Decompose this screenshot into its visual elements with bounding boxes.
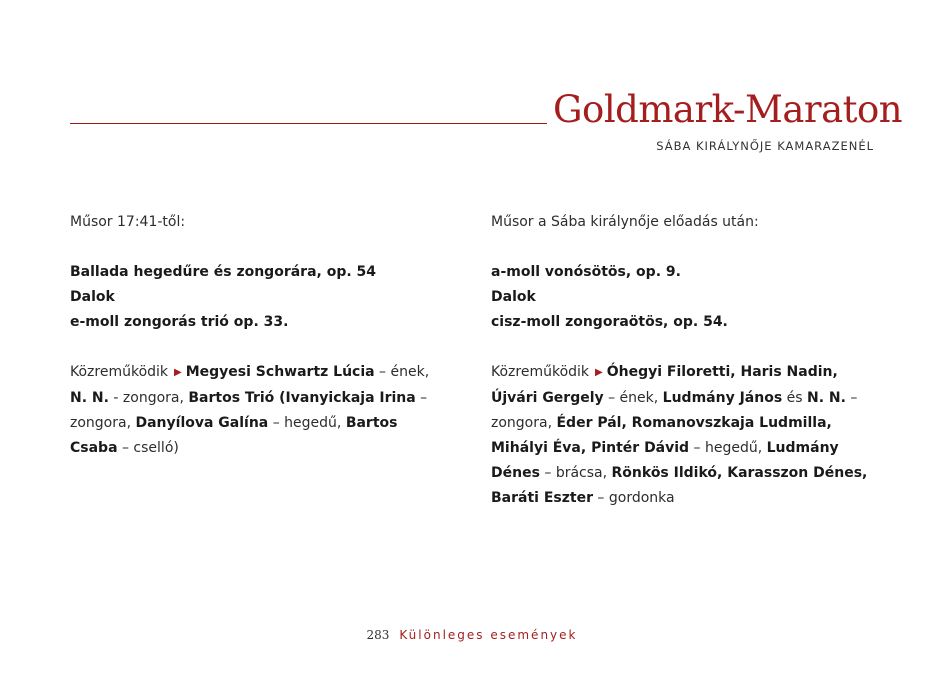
page-footer	[0, 628, 944, 642]
performer-role: – hegedű,	[689, 440, 767, 456]
performers-label: Közreműködik	[491, 364, 590, 380]
work-item: cisz-moll zongoraötös, op. 54.	[491, 314, 728, 330]
triangle-right-icon: ▶	[174, 367, 182, 378]
performer-name: Danyílova Galína	[135, 415, 269, 431]
work-item: a-moll vonósötös, op. 9.	[491, 264, 681, 280]
work-item: Ballada hegedűre és zongorára, op. 54	[70, 264, 377, 280]
performer-name: Éder Pál, Romanovszkaja Ludmilla, Mihályi Éva, Pintér Dávid	[491, 415, 832, 456]
performer-role: – gordonka	[592, 490, 675, 506]
performer-role: és	[782, 390, 807, 406]
page-title: Goldmark-Maraton	[553, 88, 903, 131]
performers-paragraph	[70, 360, 430, 461]
performer-name: Bartos Trió (Ivanyickaja Irina	[188, 390, 416, 406]
work-item: Dalok	[491, 289, 536, 305]
performer-name: Ludmány János	[662, 390, 783, 406]
work-item: e-moll zongorás trió op. 33.	[70, 314, 289, 330]
page-subtitle: SÁBA KIRÁLYNŐJE KAMARAZENÉL	[656, 139, 874, 153]
performer-role: – ének,	[603, 390, 663, 406]
performer-name: Rönkös Ildikó, Karasszon Dénes, Baráti Eszter	[491, 465, 868, 506]
performers-label: Közreműködik	[70, 364, 169, 380]
performer-role: - zongora,	[108, 390, 189, 406]
program-intro: Műsor 17:41-től:	[70, 214, 186, 230]
performer-role: – zongora,	[70, 390, 428, 431]
performer-role: – hegedű,	[268, 415, 346, 431]
title-rule	[70, 123, 547, 124]
program-intro: Műsor a Sába királynője előadás után:	[491, 214, 759, 230]
performer-name: N. N.	[806, 390, 846, 406]
performer-role: – cselló)	[117, 440, 179, 456]
performer-name: Bartos Csaba	[70, 415, 398, 456]
performer-role: – ének,	[374, 364, 430, 380]
performer-role: – brácsa,	[539, 465, 612, 481]
performer-role: – zongora,	[491, 390, 858, 431]
left-column	[70, 210, 430, 461]
performer-name: N. N.	[70, 390, 109, 406]
page-number: 283	[366, 628, 390, 642]
triangle-right-icon: ▶	[595, 367, 603, 378]
performer-name: Megyesi Schwartz Lúcia	[185, 364, 375, 380]
section-name: Különleges események	[399, 628, 578, 642]
performers-paragraph	[491, 360, 871, 511]
performer-name: Ludmány Dénes	[491, 440, 839, 481]
right-column	[491, 210, 871, 511]
performer-name: Óhegyi Filoretti, Haris Nadin, Újvári Gergely	[491, 364, 838, 406]
work-item: Dalok	[70, 289, 115, 305]
